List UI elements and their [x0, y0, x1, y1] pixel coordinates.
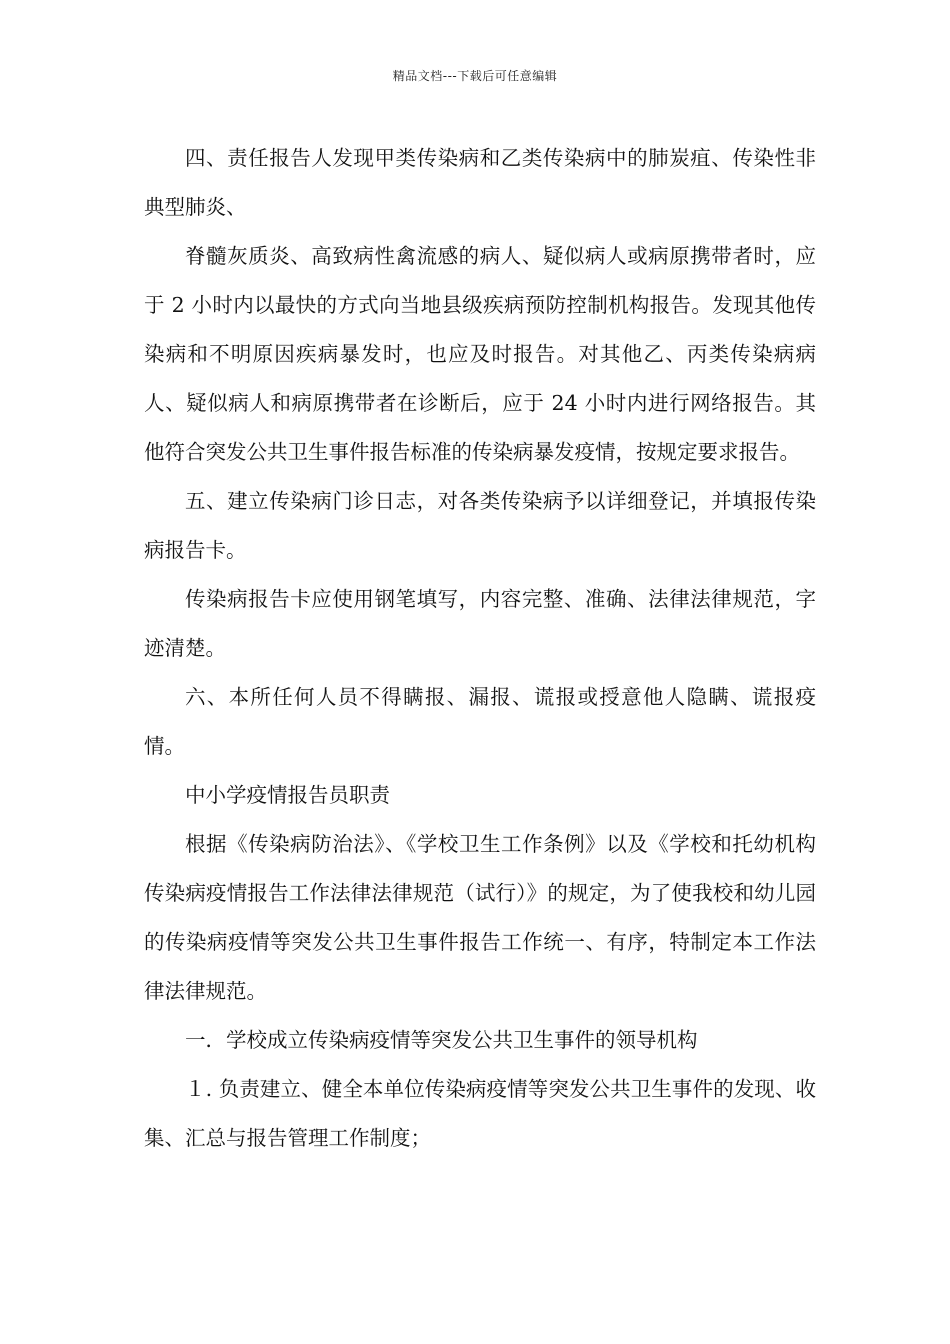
- section-heading: 中小学疫情报告员职责: [185, 783, 390, 807]
- paragraph-subitem-1: １. 负责建立、健全本单位传染病疫情等突发公共卫生事件的发现、收集、汇总与报告管理工作制度；: [144, 1077, 816, 1150]
- paragraph-section-4: 四、责任报告人发现甲类传染病和乙类传染病中的肺炭疽、传染性非典型肺炎、: [144, 146, 816, 219]
- paragraph-reporting-time: 脊髓灰质炎、高致病性禽流感的病人、疑似病人或病原携带者时，应于 2 小时内以最快的方式向当地县级疾病预防控制机构报告。发现其他传染病和不明原因疾病暴发时，也应及时报告。对其他乙、丙类传染病病人、疑似病人和病原携带者在诊断后，应于 24 小时内进行网络报告。其他符合突发公共卫生事件报告标准的传染病暴发疫情，按规定要求报告。: [144, 244, 816, 464]
- paragraph-report-card: 传染病报告卡应使用钢笔填写，内容完整、准确、法律法律规范，字迹清楚。: [144, 587, 816, 660]
- paragraph-item-1: 一．学校成立传染病疫情等突发公共卫生事件的领导机构: [185, 1028, 698, 1052]
- page-header: 精品文档---下载后可任意编辑: [392, 69, 558, 83]
- document-body: [144, 134, 816, 1163]
- paragraph-section-5: 五、建立传染病门诊日志，对各类传染病予以详细登记，并填报传染病报告卡。: [144, 489, 816, 562]
- paragraph-basis: 根据《传染病防治法》、《学校卫生工作条例》以及《学校和托幼机构传染病疫情报告工作法律法律规范（试行）》的规定，为了使我校和幼儿园的传染病疫情等突发公共卫生事件报告工作统一、有序，特制定本工作法律法律规范。: [144, 832, 816, 1003]
- paragraph-section-6: 六、本所任何人员不得瞒报、漏报、谎报或授意他人隐瞒、谎报疫情。: [144, 685, 816, 758]
